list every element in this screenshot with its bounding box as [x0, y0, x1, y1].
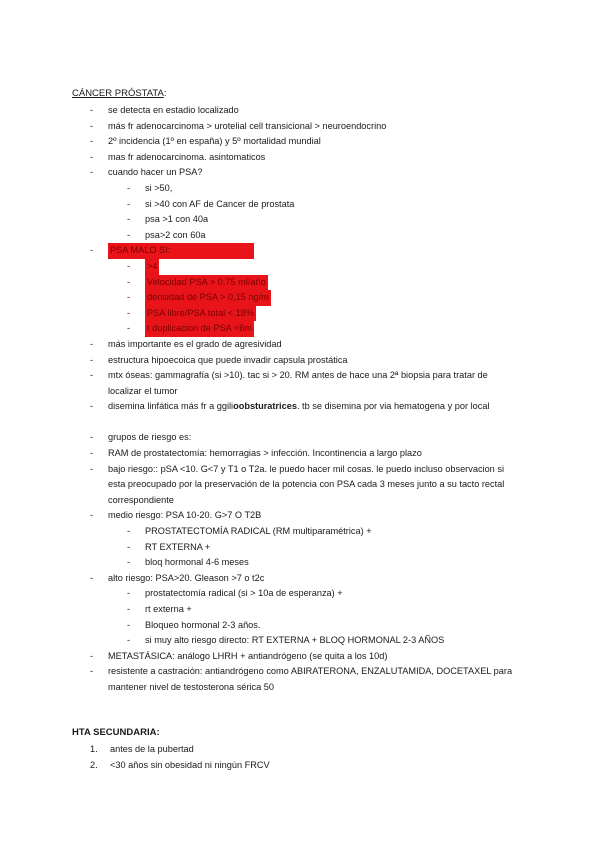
list-number: 1. [90, 744, 98, 754]
bullet-dash: - [90, 370, 94, 381]
highlighted-text [108, 243, 254, 259]
sub-list-item [0, 555, 600, 571]
bold-text-run: oobsturatrices [233, 401, 297, 412]
bullet-dash: - [90, 105, 94, 115]
bullet-dash: - [127, 276, 131, 287]
list-item [0, 368, 600, 399]
highlighted-text: densidad de PSA > 0,15 ng/m [145, 290, 271, 306]
bullet-dash: - [90, 666, 94, 677]
bullet-dash: - [90, 448, 94, 459]
list-item-text: mtx óseas: gammagrafía (si >10). tac si > 20. RM antes de hace una 2ª biopsia para tratar de localizar el tumor [108, 370, 488, 396]
list-item-text: antes de la pubertad [110, 744, 194, 754]
list-item-text: resistente a castración: antiandrógeno como ABIRATERONA, ENZALUTAMIDA, DOCETAXEL para mantener nivel de testosterona sérica 50 [108, 666, 513, 692]
bullet-dash: - [90, 245, 94, 256]
list-item-text: estructura hipoecoica que puede invadir capsula prostática [108, 354, 348, 365]
bullet-dash: - [127, 229, 131, 240]
numbered-list-item [0, 741, 600, 757]
list-item-text: bajo riesgo:: pSA <10. G<7 y T1 o T2a. le puedo hacer mil cosas. le puedo incluso observacion si esta preocupado por la preservación de la potencia con PSA cada 3 meses junto a su tacto rectal correspondiente [108, 463, 505, 505]
list-item-text: <30 años sin obesidad ni ningún FRCV [110, 760, 270, 770]
sub-list-item-text: psa >1 con 40a [145, 214, 209, 225]
bullet-dash: - [127, 292, 131, 303]
sub-list-item-highlighted [0, 306, 600, 322]
sub-list-item-text: bloq hormonal 4-6 meses [145, 557, 249, 568]
bullet-dash: - [90, 463, 94, 474]
sub-list-item-text: PROSTATECTOMÍA RADICAL (RM multiparamétrica) + [145, 526, 372, 537]
section-title-colon: : [163, 88, 167, 99]
bullet-dash: - [127, 619, 131, 630]
bullet-dash: - [127, 541, 131, 552]
list-item-text: cuando hacer un PSA? [108, 167, 203, 178]
list-item [0, 150, 600, 166]
highlighted-text: t duplicacion de PSA <6m [145, 321, 254, 337]
list-number: 2. [90, 760, 98, 770]
bullet-dash: - [127, 323, 131, 334]
list-item-text: más fr adenocarcinoma > urotelial cell transicional > neuroendocrino [108, 120, 387, 131]
bullet-dash: - [90, 136, 94, 147]
sub-list-item-text: RT EXTERNA + [145, 541, 211, 552]
sub-list-item [0, 197, 600, 213]
list-item-text: más importante es el grado de agresividad [108, 338, 282, 349]
sub-list-item [0, 228, 600, 244]
list-item [0, 134, 600, 150]
list-item-highlighted [0, 243, 600, 259]
list-item-text: mas fr adenocarcinoma. asintomaticos [108, 151, 266, 162]
list-item [0, 430, 600, 446]
bullet-dash: - [90, 120, 94, 131]
list-item-text: 2º incidencia (1º en españa) y 5º mortalidad mundial [108, 136, 321, 147]
list-item [0, 446, 600, 462]
sub-list-item [0, 181, 600, 197]
list-item-text: alto riesgo: PSA>20. Gleason >7 o t2c [108, 572, 265, 583]
bullet-dash: - [90, 338, 94, 349]
sub-list-item-highlighted [0, 321, 600, 337]
bullet-dash: - [90, 650, 94, 661]
list-item-text: medio riesgo: PSA 10-20. G>7 O T2B [108, 510, 262, 521]
bullet-dash: - [90, 401, 94, 412]
sub-list-item-text: prostatectomía radical (si > 10a de esperanza) + [145, 588, 343, 599]
bullet-dash: - [127, 182, 131, 193]
list-item [0, 399, 600, 430]
bullet-list [0, 103, 600, 696]
list-item [0, 649, 600, 665]
sub-list-item [0, 586, 600, 602]
sub-list-item [0, 618, 600, 634]
numbered-list [0, 741, 600, 773]
bullet-dash: - [90, 354, 94, 365]
bullet-dash: - [127, 260, 131, 271]
text-run: . tb se disemina por via hematogena y por local [296, 401, 490, 412]
bullet-dash: - [127, 214, 131, 225]
sub-list-item [0, 540, 600, 556]
bullet-dash: - [127, 604, 131, 615]
sub-list-item-text: rt externa + [145, 604, 192, 615]
list-item-text: METASTÁSICA: análogo LHRH + antiandrógeno (se quita a los 10d) [108, 650, 388, 661]
text-run: disemina linfática más fr a ggili [108, 401, 234, 412]
list-item [0, 103, 600, 119]
highlighted-label: PSA MALO SI: [110, 245, 171, 256]
sub-list-item [0, 524, 600, 540]
bullet-dash: - [90, 151, 94, 162]
list-item [0, 664, 600, 695]
sub-list-item-highlighted [0, 290, 600, 306]
list-item [0, 462, 600, 509]
sub-list-item-text: Bloqueo hormonal 2-3 años. [145, 619, 261, 630]
list-item [0, 337, 600, 353]
list-item-text: se detecta en estadio localizado [108, 105, 239, 115]
bullet-dash: - [90, 167, 94, 178]
section-title-hta-secundaria: HTA SECUNDARIA: [72, 727, 160, 738]
bullet-dash: - [127, 635, 131, 646]
sub-list-item [0, 602, 600, 618]
section-title-cancer-prostata [72, 88, 166, 99]
highlighted-text: >4 [145, 259, 159, 275]
list-item-text [108, 399, 518, 415]
list-item [0, 353, 600, 369]
bullet-dash: - [127, 588, 131, 599]
list-item [0, 571, 600, 587]
sub-list-item-text: psa>2 con 60a [145, 229, 206, 240]
sub-list-item [0, 633, 600, 649]
section-title-text: CÁNCER PRÓSTATA [72, 88, 164, 99]
bullet-dash: - [90, 572, 94, 583]
list-item-text: RAM de prostatectomía: hemorragias > infección. Incontinencia a largo plazo [108, 448, 422, 459]
bullet-dash: - [90, 432, 94, 443]
list-item-text: grupos de riesgo es: [108, 432, 192, 443]
sub-list-item-text: si >50, [145, 182, 173, 193]
bullet-dash: - [90, 510, 94, 521]
bullet-dash: - [127, 198, 131, 209]
bullet-dash: - [127, 526, 131, 537]
list-item [0, 119, 600, 135]
list-item [0, 508, 600, 524]
sub-list-item-highlighted [0, 275, 600, 291]
highlighted-text: Velocidad PSA > 0.75 ml/año [145, 275, 268, 291]
sub-list-item-text: si muy alto riesgo directo: RT EXTERNA + BLOQ HORMONAL 2-3 AÑOS [145, 635, 445, 646]
list-item [0, 165, 600, 181]
sub-list-item-text: si >40 con AF de Cancer de prostata [145, 198, 295, 209]
bullet-dash: - [127, 307, 131, 318]
highlighted-text: PSA libre/PSA total < 18% [145, 306, 256, 322]
sub-list-item-highlighted [0, 259, 600, 275]
sub-list-item [0, 212, 600, 228]
bullet-dash: - [127, 557, 131, 568]
numbered-list-item [0, 757, 600, 773]
